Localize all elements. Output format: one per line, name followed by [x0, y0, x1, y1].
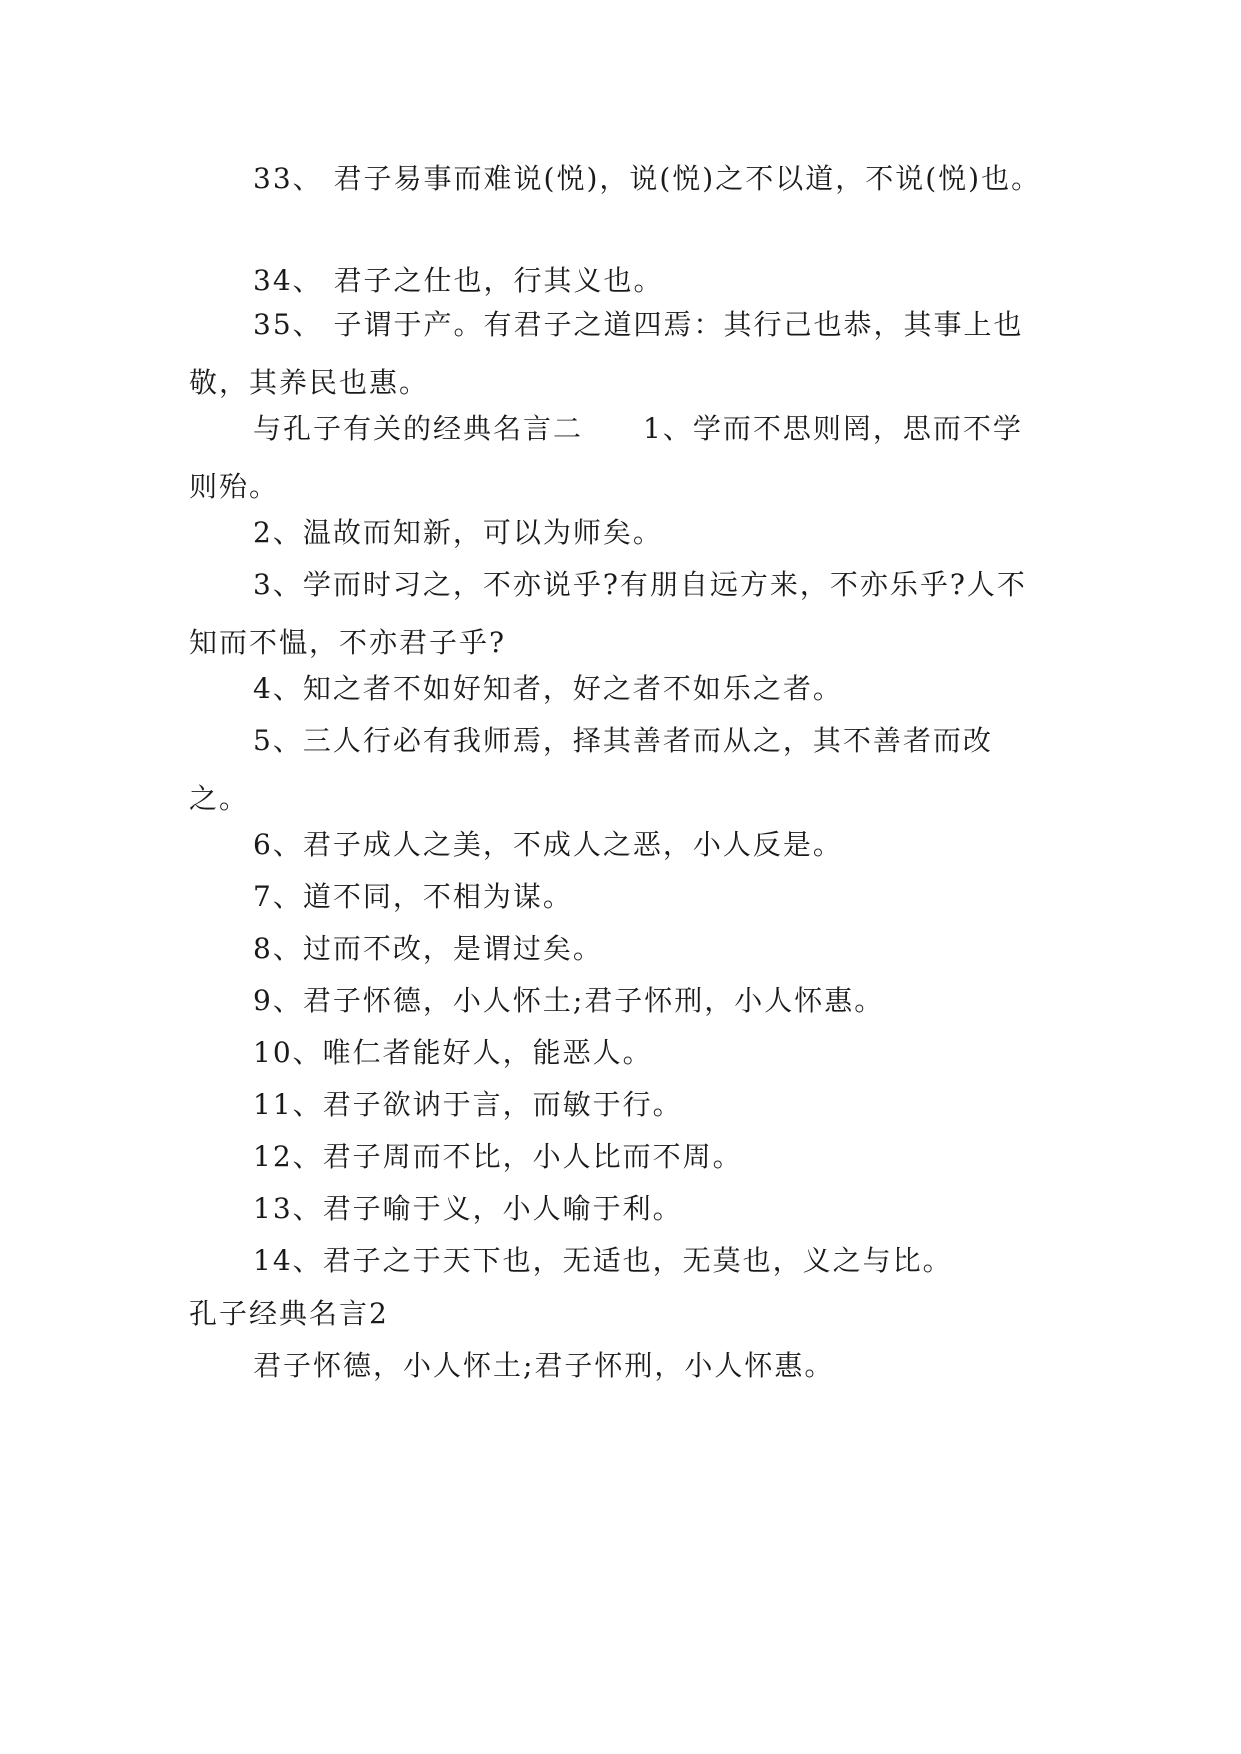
paragraph-33: 33、 君子易事而难说(悦)，说(悦)之不以道，不说(悦)也。 [253, 162, 1042, 195]
paragraph-4: 4、知之者不如好知者，好之者不如乐之者。 [253, 672, 843, 705]
paragraph-34: 34、 君子之仕也，行其义也。 [253, 264, 664, 297]
paragraph-7: 7、道不同，不相为谋。 [253, 880, 573, 913]
paragraph-section-two-intro: 与孔子有关的经典名言二 1、学而不思则罔，思而不学则殆。 [189, 412, 1023, 503]
document-page [189, 0, 1051, 1754]
paragraph-13: 13、君子喻于义，小人喻于利。 [253, 1192, 683, 1225]
paragraph-8: 8、过而不改，是谓过矣。 [253, 932, 603, 965]
paragraph-2: 2、温故而知新，可以为师矣。 [253, 516, 663, 549]
paragraph-9: 9、君子怀德，小人怀土;君子怀刑，小人怀惠。 [253, 984, 885, 1017]
paragraph-35: 35、 子谓于产。有君子之道四焉：其行己也恭，其事上也敬，其养民也惠。 [189, 308, 1024, 399]
paragraph-6: 6、君子成人之美，不成人之恶，小人反是。 [253, 828, 843, 861]
paragraph-10: 10、唯仁者能好人，能恶人。 [253, 1036, 653, 1069]
paragraph-11: 11、君子欲讷于言，而敏于行。 [253, 1088, 683, 1121]
paragraph-14: 14、君子之于天下也，无适也，无莫也，义之与比。 [253, 1244, 953, 1277]
paragraph-3: 3、学而时习之，不亦说乎?有朋自远方来，不亦乐乎?人不知而不愠，不亦君子乎? [189, 568, 1027, 659]
section-title: 孔子经典名言2 [189, 1297, 389, 1330]
paragraph-12: 12、君子周而不比，小人比而不周。 [253, 1140, 743, 1173]
paragraph-5: 5、三人行必有我师焉，择其善者而从之，其不善者而改之。 [189, 724, 993, 815]
paragraph-final: 君子怀德，小人怀土;君子怀刑，小人怀惠。 [253, 1349, 835, 1382]
